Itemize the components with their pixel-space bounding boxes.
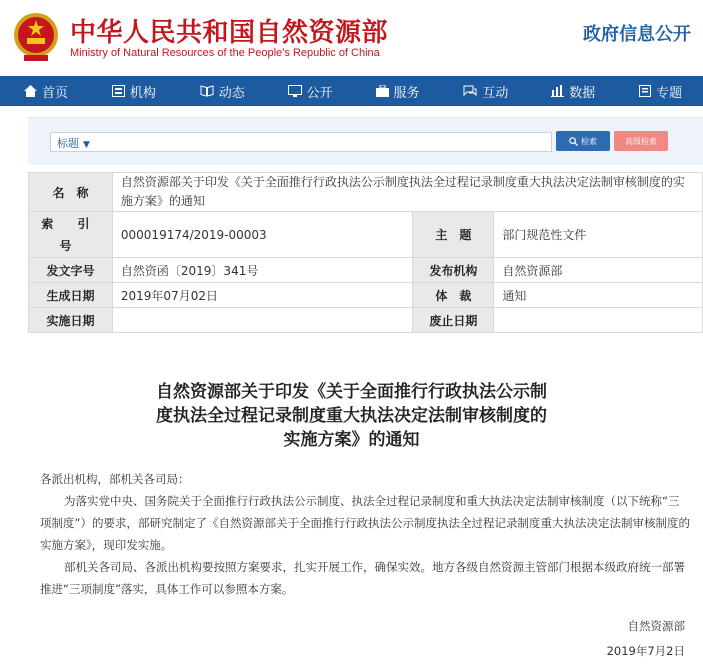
service-icon: [376, 85, 389, 97]
document-info-table: [28, 172, 703, 333]
table-row: [29, 258, 703, 283]
table-row: [29, 308, 703, 333]
topic-label: 主 题: [413, 212, 494, 258]
nav-item-interact[interactable]: [439, 76, 527, 106]
nav-item-news[interactable]: [176, 76, 264, 106]
genre-label: 体 裁: [413, 283, 494, 308]
name-label: 名 称: [29, 173, 113, 212]
article-title: [0, 380, 703, 452]
salutation: 各派出机构，部机关各司局：: [40, 472, 190, 486]
nav-item-label: 数据: [569, 85, 596, 101]
table-row: [29, 173, 703, 212]
nav-item-service[interactable]: [352, 76, 440, 106]
search-button-label: 检索: [581, 136, 597, 146]
name-value: 自然资源部关于印发《关于全面推行行政执法公示制度执法全过程记录制度重大执法决定法制审核制度的实施方案》的通知: [112, 173, 702, 212]
search-bar: [28, 117, 703, 165]
article-body: [40, 468, 690, 600]
search-field-select[interactable]: [57, 135, 90, 151]
search-field-label: 标题: [57, 137, 79, 150]
advanced-search-button[interactable]: [614, 131, 668, 151]
issuer-label: 发布机构: [413, 258, 494, 283]
nav-item-label: 服务: [393, 85, 420, 101]
expire-date-label: 废止日期: [413, 308, 494, 333]
advanced-search-label: 高级检索: [625, 136, 657, 146]
topic-icon: [639, 85, 651, 97]
issuer-value: 自然资源部: [494, 258, 703, 283]
expire-date-value: [494, 308, 703, 333]
nav-item-home[interactable]: [0, 76, 88, 106]
paragraph: 部机关各司局、各派出机构要按照方案要求，扎实开展工作，确保实效。地方各级自然资源主管部门根据本级政府统一部署推进“三项制度”落实，具体工作可以参照本方案。: [40, 560, 685, 596]
nav-item-open[interactable]: [264, 76, 352, 106]
table-row: [29, 283, 703, 308]
genre-value: 通知: [494, 283, 703, 308]
site-header: [0, 0, 703, 76]
index-value: 000019174/2019-00003: [112, 212, 413, 258]
nav-item-label: 首页: [42, 85, 69, 101]
open-icon: [288, 85, 302, 97]
article-title-line: 自然资源部关于印发《关于全面推行行政执法公示制: [156, 382, 547, 402]
doc-number-label: 发文字号: [29, 258, 113, 283]
effective-date-value: [112, 308, 413, 333]
chevron-down-icon: ▼: [83, 140, 90, 150]
article-title-line: 度执法全过程记录制度重大执法决定法制审核制度的: [156, 406, 547, 426]
site-title[interactable]: 中华人民共和国自然资源部: [70, 18, 389, 48]
nav-item-org[interactable]: [88, 76, 176, 106]
doc-number-value: 自然资函〔2019〕341号: [112, 258, 413, 283]
index-label: 索 引 号: [29, 212, 113, 258]
nav-item-label: 专题: [656, 85, 683, 101]
search-icon: [569, 137, 578, 146]
nav-item-label: 机构: [129, 85, 156, 101]
paragraph: 为落实党中央、国务院关于全面推行行政执法公示制度、执法全过程记录制度和重大执法决定法制审核制度（以下统称“三项制度”）的要求，部研究制定了《自然资源部关于全面推行行政执法公示制度执法全过程记录制度重大执法决定法制审核制度的实施方案》，现印发实施。: [40, 494, 690, 552]
home-icon: [24, 85, 37, 97]
signature-date: 2019年7月2日: [606, 644, 685, 658]
gov-info-open-label[interactable]: 政府信息公开: [583, 24, 691, 45]
signature-org: 自然资源部: [627, 619, 685, 633]
news-icon: [200, 85, 214, 97]
nav-item-data[interactable]: [527, 76, 615, 106]
nav-item-label: 动态: [218, 85, 245, 101]
org-icon: [112, 85, 125, 97]
interact-icon: [463, 85, 477, 97]
table-row: [29, 212, 703, 258]
site-subtitle: Ministry of Natural Resources of the People’s Republic of China: [70, 47, 380, 59]
search-button[interactable]: [556, 131, 610, 151]
nav-item-label: 互动: [482, 85, 509, 101]
effective-date-label: 实施日期: [29, 308, 113, 333]
date-value: 2019年07月02日: [112, 283, 413, 308]
nav-item-label: 公开: [306, 85, 333, 101]
search-input[interactable]: [50, 132, 552, 152]
nav-item-topic[interactable]: [615, 76, 703, 106]
main-nav: [0, 76, 703, 106]
topic-value: 部门规范性文件: [494, 212, 703, 258]
data-icon: [551, 85, 564, 97]
date-label: 生成日期: [29, 283, 113, 308]
national-emblem-icon[interactable]: [12, 11, 60, 63]
article-title-line: 实施方案》的通知: [283, 430, 420, 450]
